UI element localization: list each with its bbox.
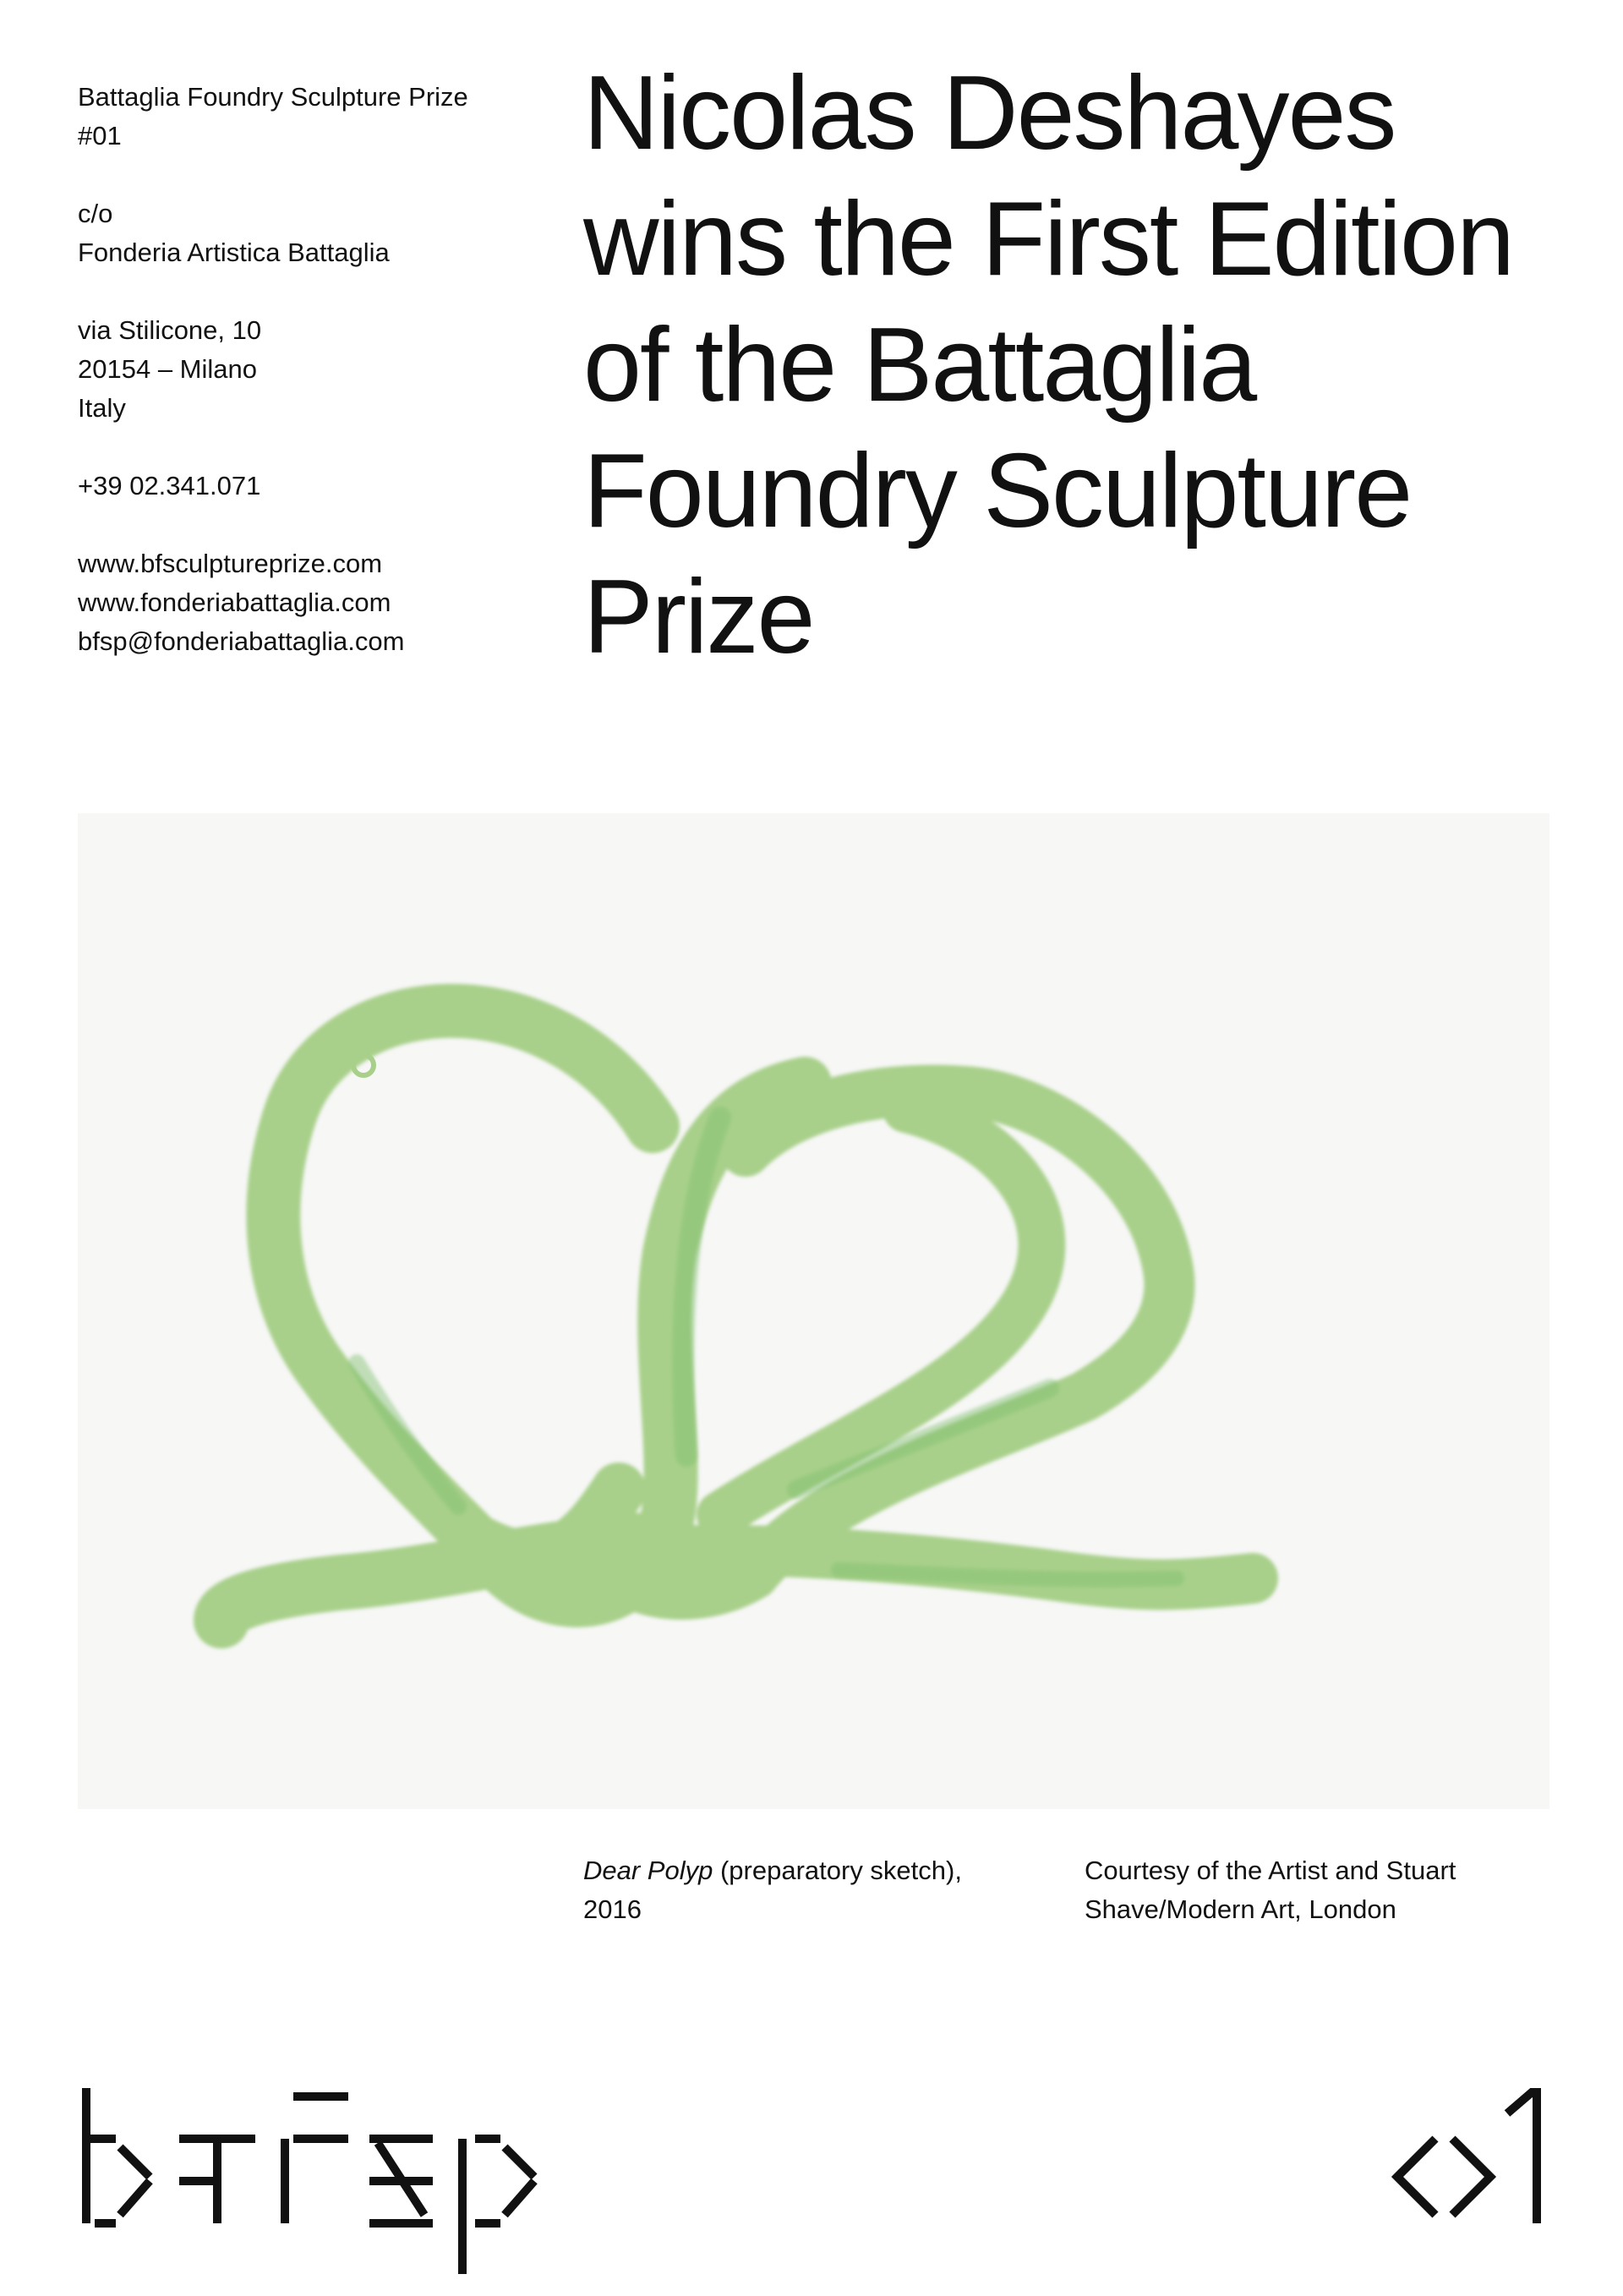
- artwork-year: 2016: [583, 1894, 642, 1924]
- website-foundry-link[interactable]: www.fonderiabattaglia.com: [78, 588, 391, 617]
- artwork-title: Dear Polyp: [583, 1856, 713, 1885]
- headline-line: wins the First Edition: [583, 181, 1513, 298]
- prize-edition: #01: [78, 121, 122, 150]
- prize-name: Battaglia Foundry Sculpture Prize: [78, 82, 468, 112]
- caption-title-line: [583, 1851, 1057, 1890]
- email-link[interactable]: bfsp@fonderiabattaglia.com: [78, 626, 405, 656]
- headline-line: Nicolas Deshayes: [583, 55, 1396, 172]
- headline: [583, 51, 1581, 681]
- issue-number-glyphs: [1389, 2088, 1549, 2232]
- credit-line: Courtesy of the Artist and Stuart: [1085, 1856, 1456, 1885]
- organization-block: [78, 194, 551, 272]
- bfsp-logo-icon: [78, 2088, 551, 2278]
- artwork-credit: [1085, 1851, 1558, 1929]
- issue-number-icon: [1389, 2088, 1549, 2236]
- address-postal-city: 20154 – Milano: [78, 354, 257, 384]
- artwork-caption: [583, 1851, 1057, 1929]
- polyp-sketch-drawing: [78, 813, 1549, 1809]
- phone-number: +39 02.341.071: [78, 471, 261, 500]
- contact-sidebar: [78, 78, 551, 700]
- web-block: [78, 544, 551, 661]
- headline-line: Prize: [583, 559, 814, 675]
- headline-line: Foundry Sculpture: [583, 433, 1412, 549]
- prize-block: [78, 78, 551, 156]
- artwork-image: [78, 813, 1549, 1809]
- address-block: [78, 311, 551, 428]
- website-prize-link[interactable]: www.bfsculptureprize.com: [78, 549, 383, 578]
- headline-line: of the Battaglia: [583, 307, 1256, 424]
- bfsp-logo-glyphs: [78, 2088, 551, 2274]
- artwork-title-suffix: (preparatory sketch),: [713, 1856, 962, 1885]
- address-street: via Stilicone, 10: [78, 315, 262, 345]
- credit-line: Shave/Modern Art, London: [1085, 1894, 1396, 1924]
- watercolor-strokes: [221, 1011, 1253, 1621]
- care-of: c/o: [78, 199, 113, 228]
- address-country: Italy: [78, 393, 126, 423]
- organization-name: Fonderia Artistica Battaglia: [78, 238, 390, 267]
- phone-block: [78, 467, 551, 506]
